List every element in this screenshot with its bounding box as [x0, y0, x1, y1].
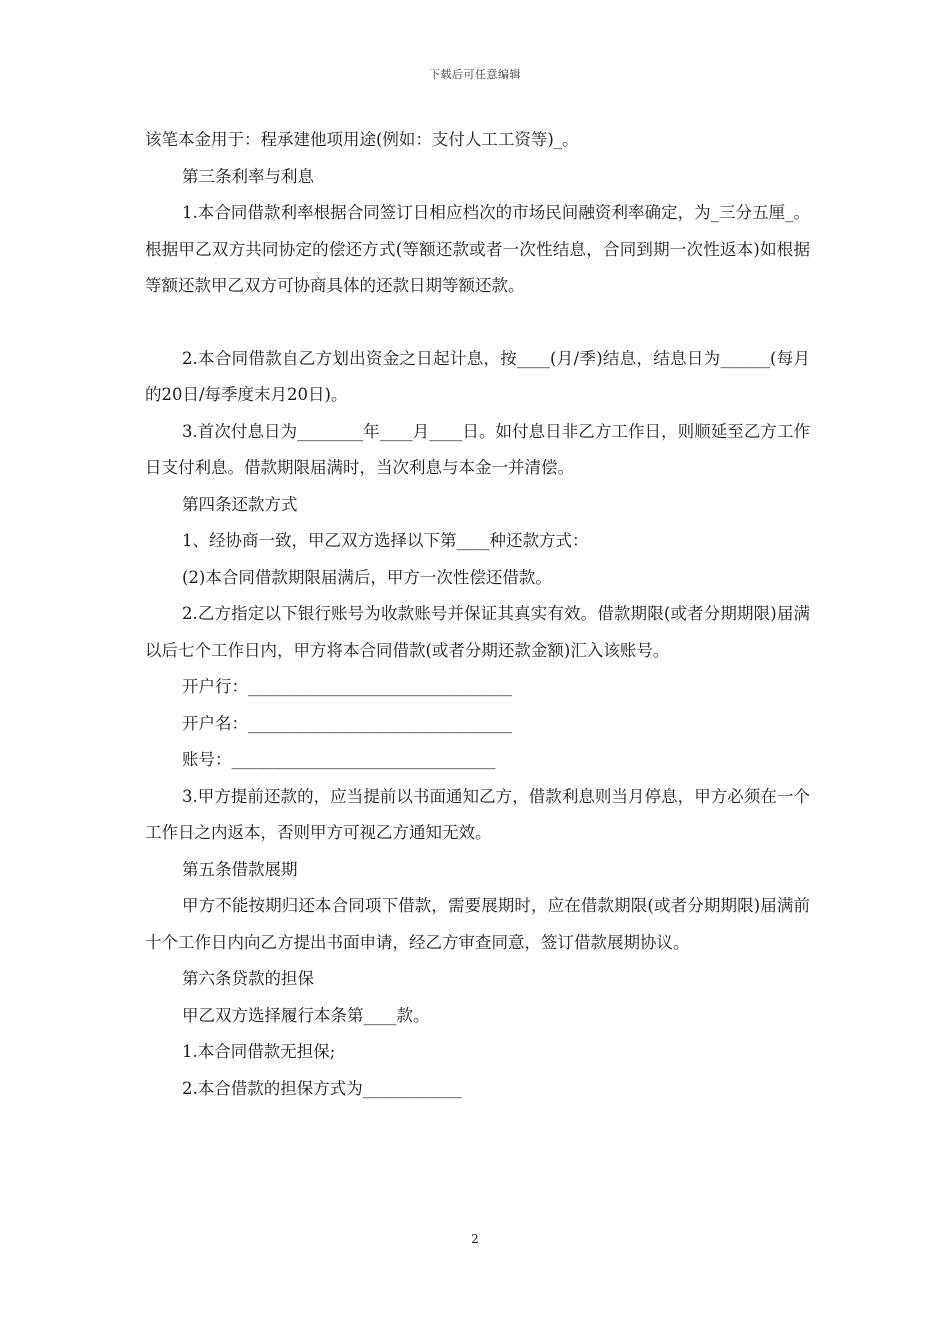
- paragraph-guarantee-method: 2.本合借款的担保方式为____________: [182, 1078, 462, 1098]
- paragraph-loan-purpose: 该笔本金用于：程承建他项用途(例如：支付人工工资等)_。: [145, 130, 579, 149]
- page-number: 2: [471, 1232, 479, 1246]
- paragraph-bank-account: 2.乙方指定以下银行账号为收款账号并保证其真实有效。借款期限(或者分期期限)届满以后七个工作日内，甲方将本合同借款(或者分期还款金额)汇入该账号。: [145, 604, 810, 660]
- paragraph-gap: [145, 305, 810, 341]
- paragraph-extension: 甲方不能按期归还本合同项下借款，需要展期时，应在借款期限(或者分期期限)届满前十个工作日内向乙方提出书面申请，经乙方审查同意，签订借款展期协议。: [145, 896, 810, 952]
- document-body: [145, 122, 810, 1107]
- heading-article-6: 第六条贷款的担保: [182, 969, 314, 988]
- paragraph-first-payment-date: 3.首次付息日为________年____月____日。如付息日非乙方工作日，则顺延至乙方工作日支付利息。借款期限届满时，当次利息与本金一并清偿。: [145, 421, 810, 477]
- field-account-number: 账号：________________________________: [182, 750, 496, 769]
- paragraph-no-guarantee: 1.本合同借款无担保;: [182, 1042, 336, 1061]
- paragraph-guarantee-choice: 甲乙双方选择履行本条第____款。: [182, 1005, 430, 1025]
- heading-article-3: 第三条利率与利息: [182, 166, 314, 186]
- field-account-name: 开户名：________________________________: [182, 713, 512, 733]
- page-header: 下载后可任意编辑: [429, 68, 521, 81]
- heading-article-4: 第四条还款方式: [182, 494, 298, 514]
- heading-article-5: 第五条借款展期: [182, 859, 298, 879]
- field-opening-bank: 开户行：________________________________: [182, 677, 512, 696]
- paragraph-early-repayment: 3.甲方提前还款的，应当提前以书面通知乙方，借款利息则当月停息，甲方必须在一个工作日之内返本，否则甲方可视乙方通知无效。: [145, 786, 810, 842]
- paragraph-interest-settlement: 2.本合同借款自乙方划出资金之日起计息，按____(月/季)结息，结息日为______(每月的20日/每季度末月20日)。: [145, 348, 810, 404]
- paragraph-lump-sum-repayment: (2)本合同借款期限届满后，甲方一次性偿还借款。: [182, 567, 552, 587]
- paragraph-repayment-choice: 1、经协商一致，甲乙双方选择以下第____种还款方式：: [182, 531, 589, 550]
- paragraph-interest-rate: 1.本合同借款利率根据合同签订日相应档次的市场民间融资利率确定，为_三分五厘_。根据甲乙双方共同协定的偿还方式(等额还款或者一次性结息，合同到期一次性返本)如根据等额还款甲乙双方可协商具体的还款日期等额还款。: [145, 203, 810, 295]
